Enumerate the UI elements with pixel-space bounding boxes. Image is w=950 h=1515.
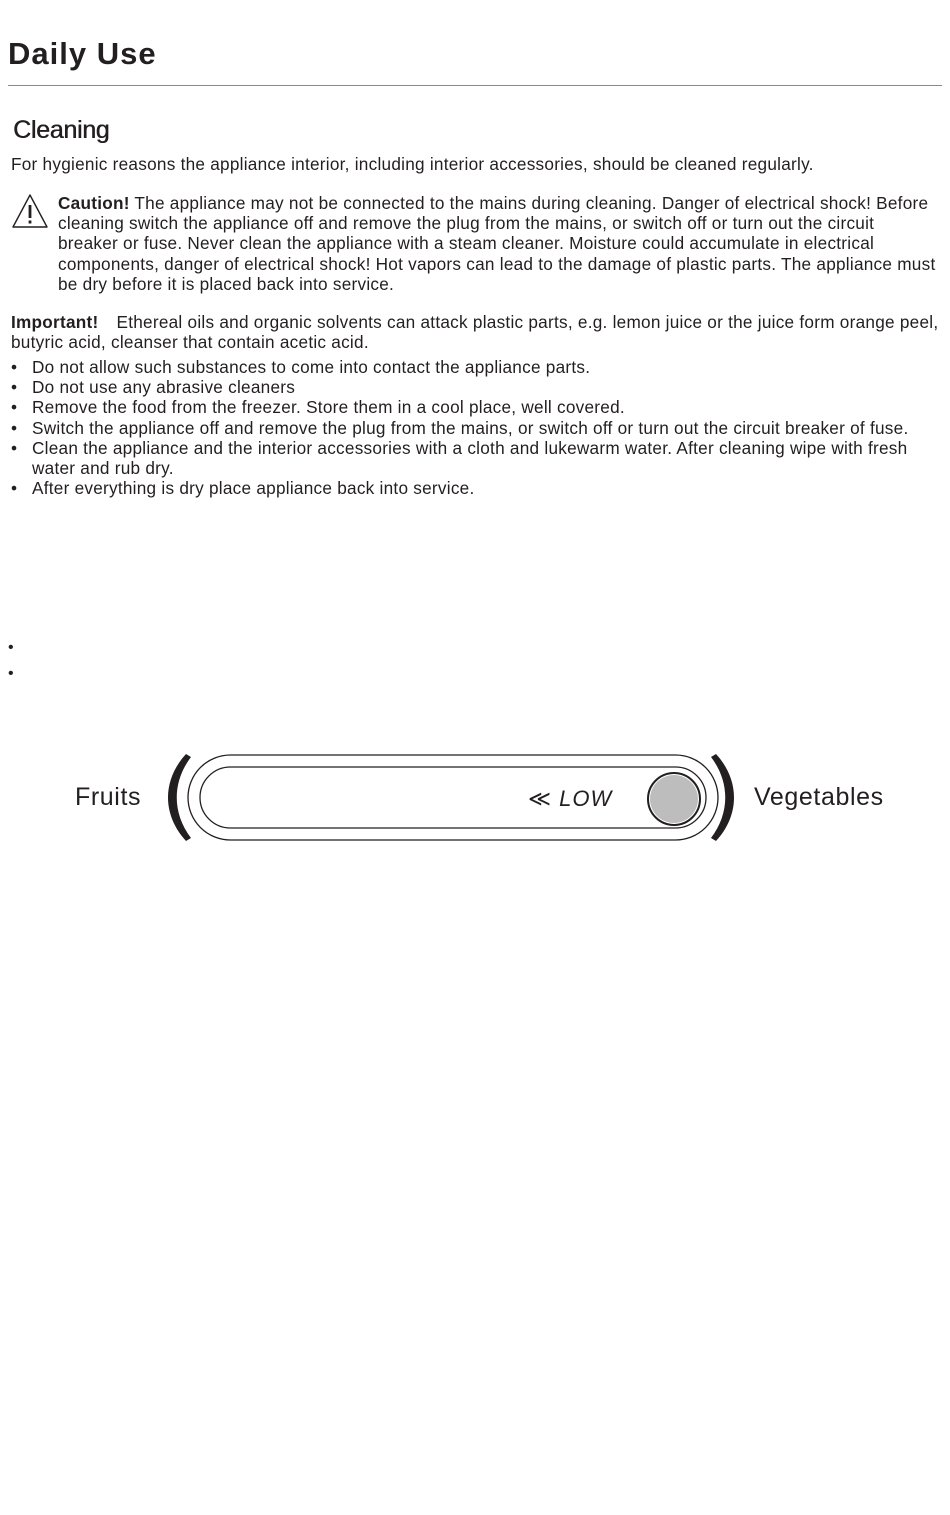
slider-outer-frame bbox=[188, 755, 718, 840]
list-item-text: After everything is dry place appliance back into service. bbox=[32, 478, 475, 499]
double-chevron-left-icon: ≪ bbox=[528, 786, 553, 811]
list-item bbox=[11, 438, 941, 478]
caution-label: Caution! bbox=[58, 193, 130, 213]
low-text: LOW bbox=[559, 786, 613, 811]
list-item bbox=[11, 377, 941, 397]
list-item-text: Remove the food from the freezer. Store them in a cool place, well covered. bbox=[32, 397, 625, 418]
title-divider bbox=[8, 85, 942, 86]
list-item-text: Clean the appliance and the interior accessories with a cloth and lukewarm water. After cleaning wipe with fresh water and rub dry. bbox=[32, 437, 908, 479]
section-heading-cleaning: Cleaning bbox=[13, 116, 110, 144]
bullet-icon: • bbox=[11, 377, 18, 398]
caution-body: The appliance may not be connected to the mains during cleaning. Danger of electrical shock! Before cleaning switch the appliance off and remove the plug from the mains, or switch off or turn out the circuit breaker or fuse. Never clean the appliance with a steam cleaner. Moisture could accumulate in electrical components, danger of electrical shock! Hot vapors can lead to the damage of plastic parts. The appliance must be dry before it is placed back into service. bbox=[58, 193, 936, 294]
right-bracket-icon bbox=[711, 754, 734, 841]
bullet-icon: • bbox=[11, 437, 18, 458]
fruits-label: Fruits bbox=[75, 783, 142, 811]
list-item bbox=[11, 397, 941, 417]
vegetables-label: Vegetables bbox=[754, 783, 884, 811]
bullet-icon: • bbox=[11, 397, 18, 418]
empty-bullet-icon: • bbox=[8, 665, 14, 682]
list-item bbox=[11, 357, 941, 377]
page-title: Daily Use bbox=[8, 36, 157, 71]
bullet-icon: • bbox=[11, 478, 18, 499]
bullet-icon: • bbox=[11, 417, 18, 438]
caution-text bbox=[58, 193, 938, 294]
warning-triangle-icon bbox=[10, 192, 50, 230]
important-label: Important! bbox=[11, 312, 99, 332]
bullet-icon: • bbox=[11, 357, 18, 377]
slider-inner-track bbox=[200, 767, 706, 828]
humidity-control-diagram bbox=[0, 745, 950, 855]
list-item-text: Switch the appliance off and remove the plug from the mains, or switch off or turn out the circuit breaker of fuse. bbox=[32, 417, 909, 438]
list-item bbox=[11, 418, 941, 438]
slider-knob[interactable] bbox=[647, 772, 701, 826]
important-notice bbox=[11, 312, 941, 352]
cleaning-steps-list bbox=[11, 357, 941, 498]
empty-bullet-icon: • bbox=[8, 639, 14, 656]
low-setting-label bbox=[528, 786, 612, 812]
cleaning-intro: For hygienic reasons the appliance interior, including interior accessories, should be cleaned regularly. bbox=[11, 154, 814, 174]
list-item bbox=[11, 478, 941, 498]
important-body: Ethereal oils and organic solvents can attack plastic parts, e.g. lemon juice or the juice form orange peel, butyric acid, cleanser that contain acetic acid. bbox=[11, 312, 939, 353]
list-item-text: Do not use any abrasive cleaners bbox=[32, 377, 296, 398]
list-item-text: Do not allow such substances to come into contact the appliance parts. bbox=[32, 357, 591, 377]
